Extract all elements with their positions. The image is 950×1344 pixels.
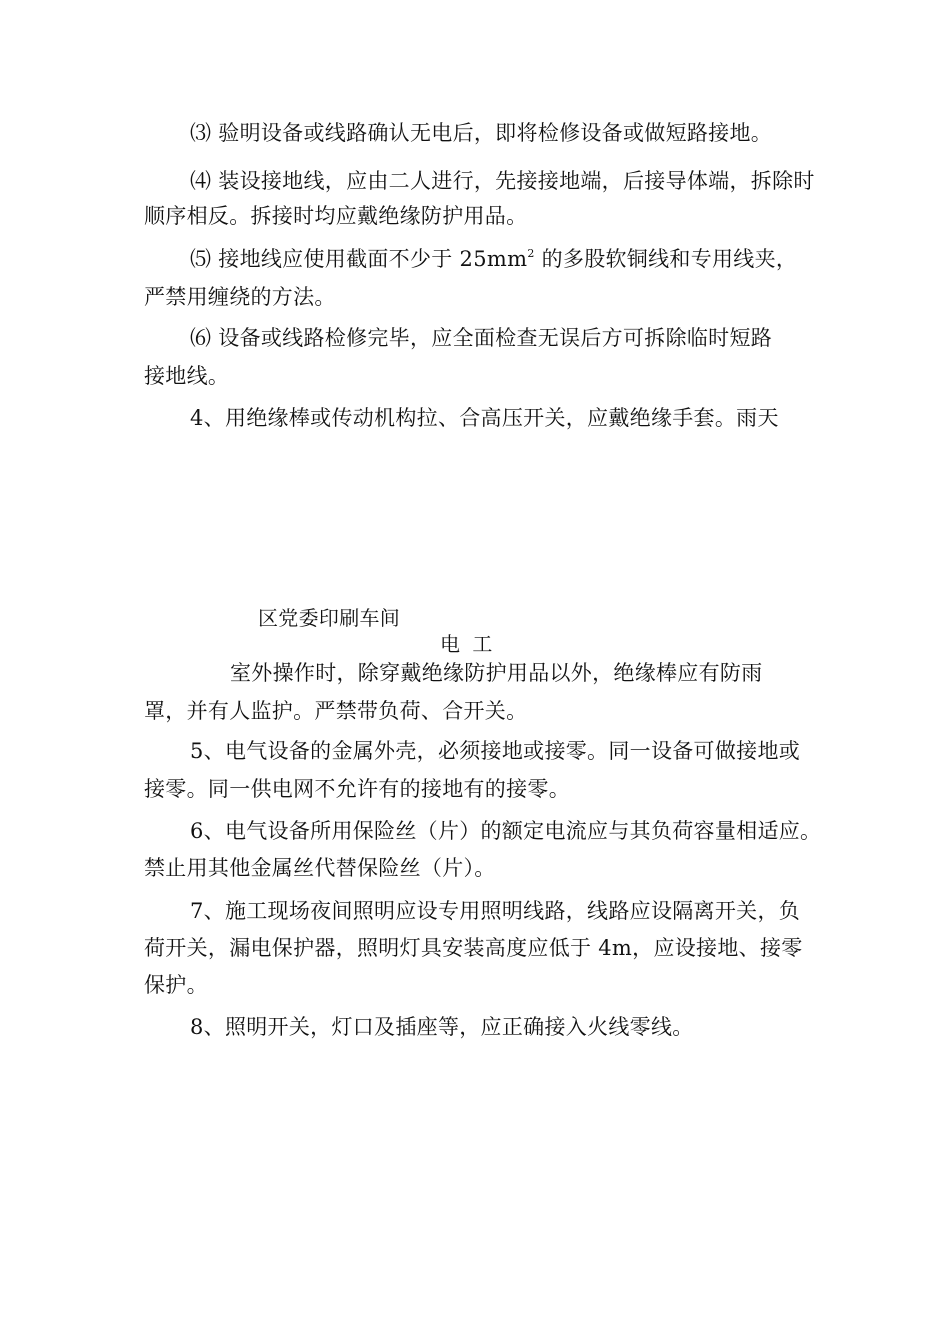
item-5-line-2: 接零。同一供电网不允许有的接地有的接零。 <box>144 777 570 801</box>
superscript-2: 2 <box>527 247 535 260</box>
item-4-continuation-line-1: 室外操作时，除穿戴绝缘防护用品以外，绝缘棒应有防雨 <box>230 661 763 685</box>
paragraph-4-line-2: 顺序相反。拆接时均应戴绝缘防护用品。 <box>144 204 528 228</box>
item-7-line-3: 保护。 <box>144 973 208 997</box>
header-organization: 区党委印刷车间 <box>258 606 401 630</box>
item-7-line-1: 7、施工现场夜间照明应设专用照明线路，线路应设隔离开关，负 <box>190 899 801 923</box>
item-4-continuation-line-2: 罩，并有人监护。严禁带负荷、合开关。 <box>144 699 528 723</box>
item-5-line-1: 5、电气设备的金属外壳，必须接地或接零。同一设备可做接地或 <box>190 739 801 763</box>
paragraph-3: ⑶ 验明设备或线路确认无电后，即将检修设备或做短路接地。 <box>190 121 773 145</box>
paragraph-6-line-1: ⑹ 设备或线路检修完毕，应全面检查无误后方可拆除临时短路 <box>190 326 773 350</box>
paragraph-5-line-2: 严禁用缠绕的方法。 <box>144 285 336 309</box>
item-6-line-2: 禁止用其他金属丝代替保险丝（片）。 <box>144 856 496 880</box>
item-4-line-1: 4、用绝缘棒或传动机构拉、合高压开关，应戴绝缘手套。雨天 <box>190 406 779 430</box>
paragraph-5-line-1 <box>190 244 797 274</box>
paragraph-5-text-b: 的多股软铜线和专用线夹， <box>534 247 798 271</box>
item-8-line-1: 8、照明开关，灯口及插座等，应正确接入火线零线。 <box>190 1015 694 1039</box>
paragraph-4-line-1: ⑷ 装设接地线，应由二人进行，先接接地端，后接导体端，拆除时 <box>190 169 815 193</box>
header-title: 电 工 <box>440 632 496 656</box>
paragraph-5-text-a: ⑸ 接地线应使用截面不少于 25mm <box>190 247 528 271</box>
item-7-line-2: 荷开关，漏电保护器，照明灯具安装高度应低于 4m，应设接地、接零 <box>144 936 803 960</box>
paragraph-6-line-2: 接地线。 <box>144 364 230 388</box>
item-6-line-1: 6、电气设备所用保险丝（片）的额定电流应与其负荷容量相适应。 <box>190 819 822 843</box>
